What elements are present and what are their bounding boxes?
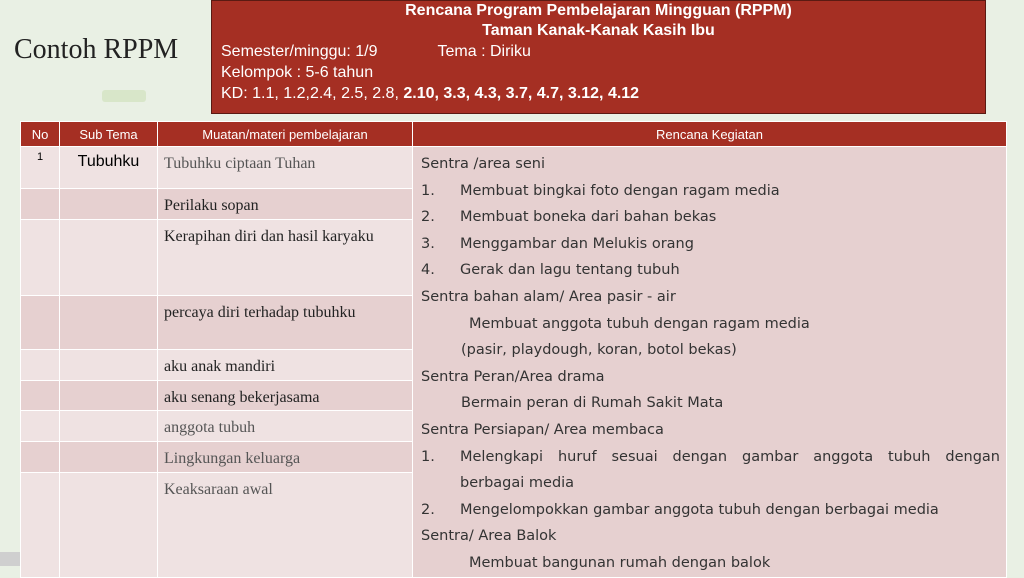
cell-muatan: Keaksaraan awal <box>158 473 413 577</box>
header-kd-bold: 2.10, 3.3, 4.3, 3.7, 4.7, 3.12, 4.12 <box>403 85 640 102</box>
header-semester: Semester/minggu: 1/9 <box>221 43 378 60</box>
header-kd <box>212 83 985 104</box>
header-tema: Tema : Diriku <box>437 43 531 60</box>
header-semester-row <box>212 41 985 62</box>
kegiatan-sentra-persiapan: Sentra Persiapan/ Area membaca <box>421 421 664 438</box>
table-row <box>21 147 1007 189</box>
header-school: Taman Kanak-Kanak Kasih Ibu <box>482 22 715 39</box>
kegiatan-list-item: 1. Membuat bingkai foto dengan ragam media <box>421 182 780 199</box>
cell-no: 1 <box>21 147 60 189</box>
kegiatan-sentra-seni: Sentra /area seni <box>421 156 545 172</box>
cell-muatan: Perilaku sopan <box>158 189 413 220</box>
slide-title: Contoh RPPM <box>14 34 179 65</box>
rppm-header <box>211 0 986 114</box>
cell-muatan: Tubuhku ciptaan Tuhan <box>158 147 413 189</box>
kegiatan-list-item: 2. Mengelompokkan gambar anggota tubuh dengan berbagai media <box>421 501 939 518</box>
header-muatan: Muatan/materi pembelajaran <box>158 122 413 147</box>
cell-sub-tema: Tubuhku <box>60 147 158 189</box>
rppm-table <box>20 121 1007 578</box>
kegiatan-line: Membuat bangunan rumah dengan balok <box>469 554 771 571</box>
cell-muatan: anggota tubuh <box>158 411 413 442</box>
header-sub-tema: Sub Tema <box>60 122 158 147</box>
kegiatan-list-item: 2. Membuat boneka dari bahan bekas <box>421 209 717 226</box>
kegiatan-line: Bermain peran di Rumah Sakit Mata <box>461 395 724 412</box>
kegiatan-line: (pasir, playdough, koran, botol bekas) <box>461 342 737 359</box>
cell-muatan: aku senang bekerjasama <box>158 381 413 411</box>
kegiatan-sentra-balok: Sentra/ Area Balok <box>421 528 557 545</box>
cell-muatan: Lingkungan keluarga <box>158 442 413 473</box>
kegiatan-sentra-peran: Sentra Peran/Area drama <box>421 368 605 385</box>
kegiatan-list-item: 3. Menggambar dan Melukis orang <box>421 235 694 252</box>
kegiatan-sentra-bahan-alam: Sentra bahan alam/ Area pasir - air <box>421 288 676 305</box>
decorative-bar <box>102 90 146 102</box>
kegiatan-list-item: 1. Melengkapi huruf sesuai dengan gambar anggota tubuh dengan <box>421 448 1000 465</box>
kegiatan-line: Membuat anggota tubuh dengan ragam media <box>469 315 810 332</box>
cell-muatan: aku anak mandiri <box>158 350 413 381</box>
cell-muatan: Kerapihan diri dan hasil karyaku <box>158 220 413 296</box>
header-no: No <box>21 122 60 147</box>
kegiatan-line: berbagai media <box>460 475 575 492</box>
kegiatan-list-item: 4. Gerak dan lagu tentang tubuh <box>421 262 680 279</box>
header-title: Rencana Program Pembelajaran Mingguan (RPPM) <box>405 2 792 19</box>
header-kegiatan: Rencana Kegiatan <box>413 122 1007 147</box>
cell-rencana-kegiatan <box>413 147 1007 578</box>
header-kelompok: Kelompok : 5-6 tahun <box>221 64 374 81</box>
header-kd-normal: KD: 1.1, 1.2,2.4, 2.5, 2.8, <box>221 85 404 102</box>
cell-muatan: percaya diri terhadap tubuhku <box>158 296 413 350</box>
table-header-row <box>21 122 1007 147</box>
